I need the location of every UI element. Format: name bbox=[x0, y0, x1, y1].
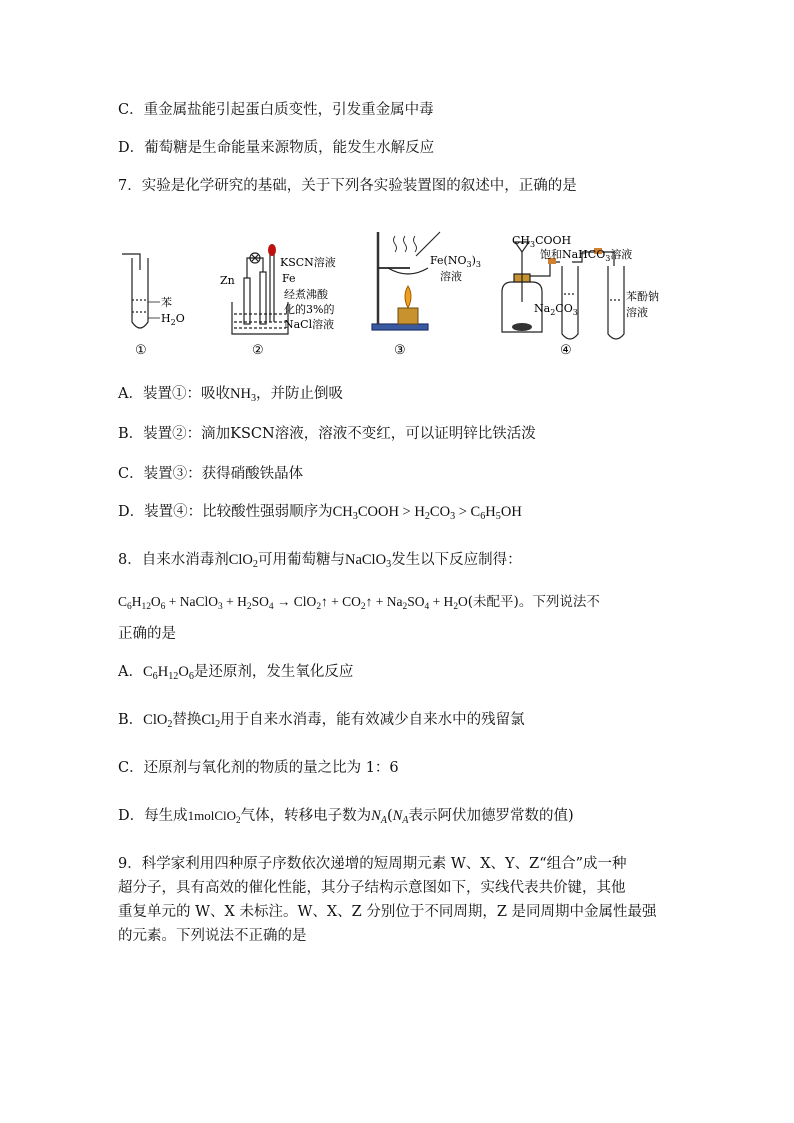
app3-label-line2: 溶液 bbox=[440, 270, 462, 283]
q7-option-c: C．装置③：获得硝酸铁晶体 bbox=[118, 466, 304, 482]
app4-label-na2co3: $Na_2CO_3$ bbox=[534, 302, 578, 317]
apparatus-figure bbox=[110, 222, 670, 362]
app4-label-phenol1: 苯酚钠 bbox=[626, 290, 659, 303]
q6-option-d: D．葡萄糖是生命能量来源物质，能发生水解反应 bbox=[118, 140, 435, 156]
q9-line4: 的元素。下列说法不正确的是 bbox=[118, 928, 307, 944]
app2-label-kscn: KSCN溶液 bbox=[280, 256, 336, 269]
app4-number: ④ bbox=[560, 343, 572, 358]
q9-line2: 超分子，具有高效的催化性能，其分子结构示意图如下，实线代表共价键，其他 bbox=[118, 880, 626, 896]
alcohol-lamp bbox=[398, 308, 418, 324]
app3-label-line1: $Fe(NO_3)_3$ bbox=[430, 254, 481, 269]
q6-option-c: C．重金属盐能引起蛋白质变性，引发重金属中毒 bbox=[118, 102, 434, 118]
q8-equation: $C_6H_{12}O_6$ + NaClO$_3$ + $H_2SO_4$ → ClO$_2$↑ + $CO_2↑ + Na_2SO_4 + H_2O$(未配平)。下列说法不 bbox=[118, 594, 600, 612]
app2-number: ② bbox=[252, 343, 264, 358]
app4-label-sat: 饱和NaHCO$_3$溶液 bbox=[540, 248, 633, 263]
q7-stem: 7．实验是化学研究的基础，关于下列各实验装置图的叙述中，正确的是 bbox=[118, 178, 577, 194]
flame-icon bbox=[405, 286, 411, 308]
q8-option-c: C．还原剂与氧化剂的物质的量之比为 1：6 bbox=[118, 760, 399, 776]
app2-label-line3: NaCl溶液 bbox=[284, 318, 335, 331]
app2-label-line1: 经煮沸酸 bbox=[284, 288, 328, 301]
q9-line3: 重复单元的 W、X 未标注。W、X、Z 分别位于不同周期，Z 是同周期中金属性最强 bbox=[118, 904, 657, 920]
q8-option-d: D．每生成1molClO$_2$气体，转移电子数为$N_A(N_A$表示阿伏加德罗常数的值) bbox=[118, 808, 574, 826]
app2-label-line2: 化的3%的 bbox=[284, 303, 335, 316]
q8-stem-line2: 正确的是 bbox=[118, 626, 176, 642]
q8-option-b: B．ClO$_2$替换$Cl_2$用于自来水消毒，能有效减少自来水中的残留氯 bbox=[118, 712, 525, 730]
app2-label-fe: Fe bbox=[282, 272, 296, 285]
app1-number: ① bbox=[135, 343, 147, 358]
dropper-bulb-icon bbox=[268, 244, 276, 256]
q9-line1: 9．科学家利用四种原子序数依次递增的短周期元素 W、X、Y、Z“组合”成一种 bbox=[118, 856, 627, 872]
q7-option-b: B．装置②：滴加KSCN溶液，溶液不变红，可以证明锌比铁活泼 bbox=[118, 426, 536, 442]
solid-na2co3 bbox=[512, 323, 532, 331]
app1-label-benzene: 苯 bbox=[161, 296, 172, 309]
app4-label-phenol2: 溶液 bbox=[626, 306, 648, 319]
apparatus-1 bbox=[122, 254, 160, 328]
q8-option-a: A．$C_6H_{12}O_6$是还原剂，发生氧化反应 bbox=[118, 664, 354, 682]
app1-label-water: $H_2O$ bbox=[161, 312, 185, 327]
q7-option-a: A．装置①：吸收$NH_3$，并防止倒吸 bbox=[118, 386, 343, 404]
app3-number: ③ bbox=[394, 343, 406, 358]
q7-option-d: D．装置④：比较酸性强弱顺序为$CH_3COOH > H_2CO_3 > C_6H_5OH$ bbox=[118, 504, 522, 522]
q8-stem: 8．自来水消毒剂ClO$_2$可用葡萄糖与NaClO$_3$发生以下反应制得： bbox=[118, 552, 522, 570]
app4-label-acid: $CH_3COOH$ bbox=[512, 234, 572, 249]
app2-label-zn: Zn bbox=[220, 274, 235, 287]
